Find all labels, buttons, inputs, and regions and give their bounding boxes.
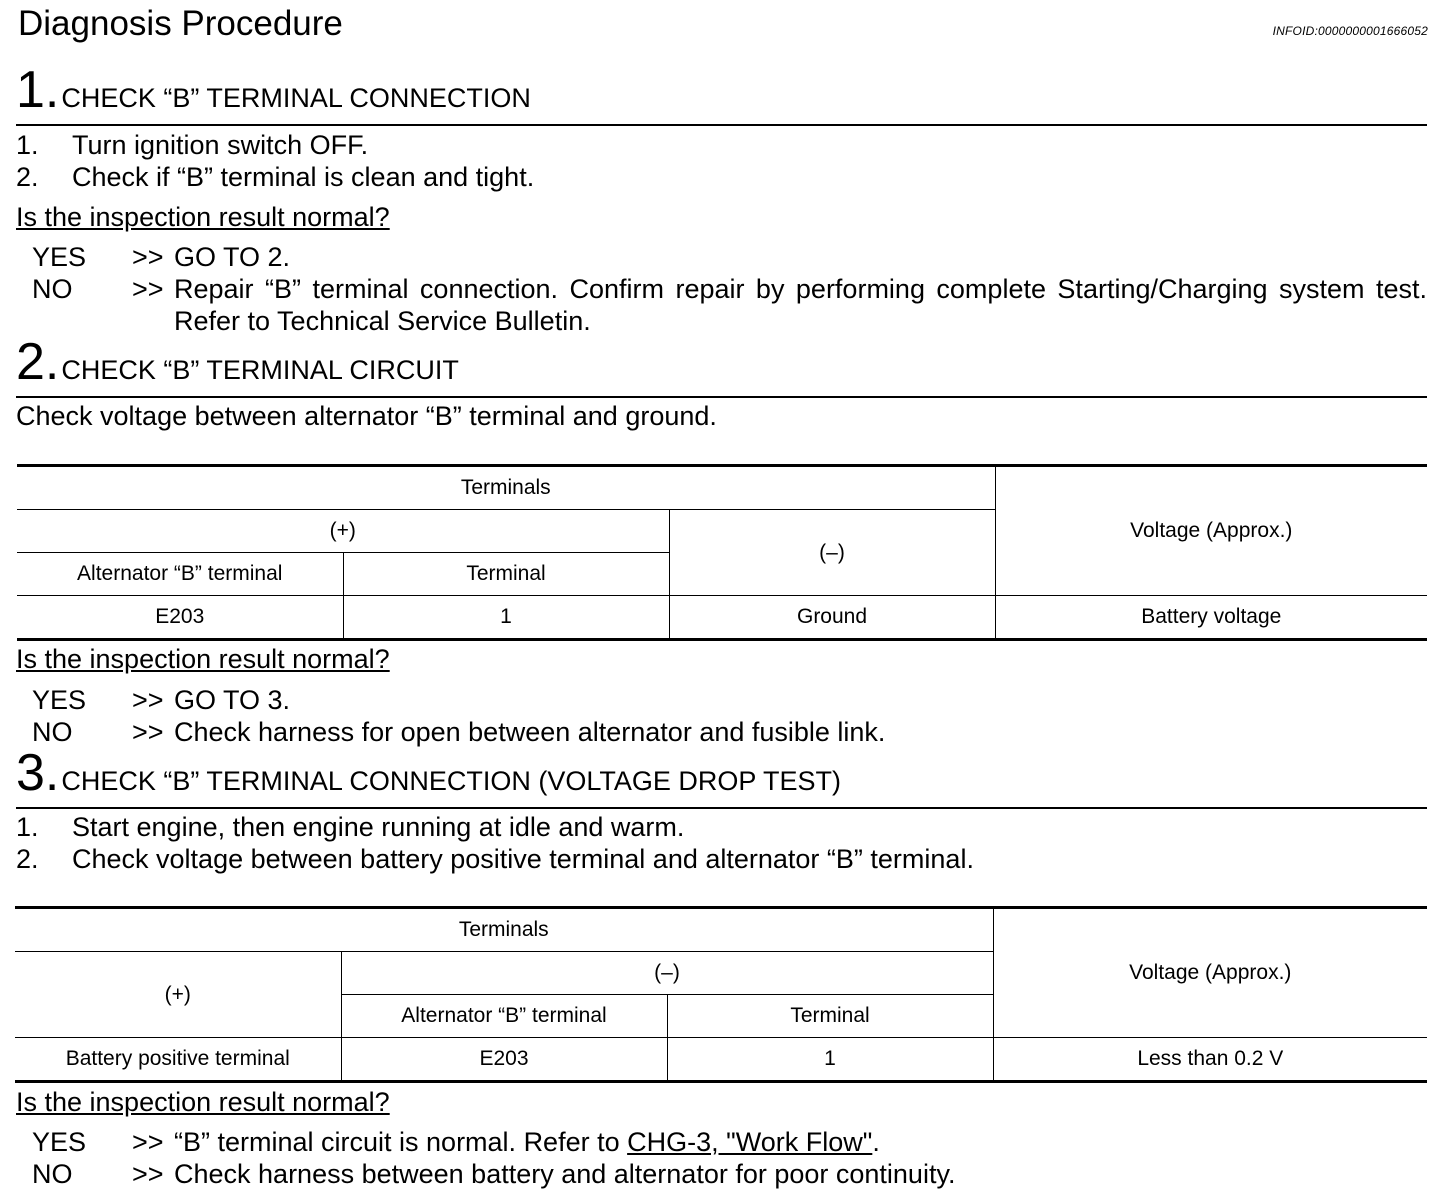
header-alternator-b-terminal: Alternator “B” terminal (341, 995, 667, 1038)
step-number: 3. (16, 744, 60, 802)
no-text: Check harness for open between alternator and fusible link. (174, 717, 886, 747)
instruction-item (16, 811, 684, 843)
yes-text (174, 1126, 1427, 1158)
voltage-drop-table (15, 906, 1427, 1083)
header-terminals: Terminals (17, 466, 995, 510)
step-title: CHECK “B” TERMINAL CONNECTION (VOLTAGE DROP TEST) (61, 766, 841, 796)
yes-label: YES (32, 242, 87, 272)
yes-text-before: “B” terminal circuit is normal. Refer to (174, 1127, 628, 1157)
step-title: CHECK “B” TERMINAL CONNECTION (61, 83, 531, 113)
terminal-voltage-table (17, 464, 1427, 641)
instruction-text: Start engine, then engine running at idle and warm. (72, 812, 685, 842)
instruction-text: Check voltage between battery positive terminal and alternator “B” terminal. (72, 844, 974, 874)
header-plus: (+) (15, 952, 341, 1038)
instruction-number: 1. (16, 812, 39, 842)
inspection-question: Is the inspection result normal? (16, 202, 390, 232)
instruction-item (16, 843, 974, 875)
work-flow-link[interactable]: CHG-3, "Work Flow" (627, 1127, 873, 1157)
step-1-heading (16, 61, 531, 119)
arrow-marker: >> (132, 242, 164, 272)
cell-minus: Ground (669, 596, 995, 640)
info-id: INFOID:0000000001666052 (1272, 24, 1428, 38)
header-voltage: Voltage (Approx.) (995, 466, 1427, 596)
instruction-number: 2. (16, 162, 39, 192)
step-divider (16, 396, 1427, 398)
step-number: 1. (16, 61, 60, 119)
no-text: Repair “B” terminal connection. Confirm repair by performing complete Starting/Charging system test. Refer to Technical Service Bulletin. (174, 274, 1427, 336)
table-row (17, 596, 1427, 640)
cell-connector: E203 (341, 1038, 667, 1082)
yes-text: GO TO 2. (174, 242, 291, 272)
step-divider (16, 124, 1427, 126)
cell-terminal: 1 (343, 596, 669, 640)
no-answer (32, 273, 1427, 337)
header-terminal: Terminal (667, 995, 993, 1038)
cell-voltage: Battery voltage (995, 596, 1427, 640)
no-answer (32, 716, 1427, 748)
header-minus: (–) (341, 952, 993, 995)
yes-text-after: . (872, 1127, 880, 1157)
yes-label: YES (32, 1127, 87, 1157)
header-terminals: Terminals (15, 908, 993, 952)
step-number: 2. (16, 333, 60, 391)
no-text: Check harness between battery and alternator for poor continuity. (174, 1159, 956, 1189)
arrow-marker: >> (132, 1159, 164, 1189)
step-title: CHECK “B” TERMINAL CIRCUIT (61, 355, 459, 385)
instruction-number: 2. (16, 844, 39, 874)
cell-terminal: 1 (667, 1038, 993, 1082)
inspection-question: Is the inspection result normal? (16, 1087, 390, 1117)
arrow-marker: >> (132, 685, 164, 715)
arrow-marker: >> (132, 717, 164, 747)
yes-answer (32, 1126, 1427, 1158)
header-minus: (–) (669, 510, 995, 596)
instruction-text: Check if “B” terminal is clean and tight. (72, 162, 535, 192)
cell-voltage: Less than 0.2 V (993, 1038, 1427, 1082)
yes-text: GO TO 3. (174, 685, 291, 715)
instruction-number: 1. (16, 130, 39, 160)
cell-plus: Battery positive terminal (15, 1038, 341, 1082)
instruction-text: Check voltage between alternator “B” terminal and ground. (16, 401, 717, 431)
yes-answer (32, 241, 1427, 273)
instruction-text: Turn ignition switch OFF. (72, 130, 369, 160)
header-voltage: Voltage (Approx.) (993, 908, 1427, 1038)
header-alternator-b-terminal: Alternator “B” terminal (17, 553, 343, 596)
cell-connector: E203 (17, 596, 343, 640)
no-answer (32, 1158, 1427, 1190)
yes-answer (32, 684, 1427, 716)
header-terminal: Terminal (343, 553, 669, 596)
instruction-item (16, 129, 368, 161)
step-2-heading (16, 333, 459, 391)
yes-label: YES (32, 685, 87, 715)
arrow-marker: >> (132, 274, 164, 304)
header-plus: (+) (17, 510, 669, 553)
no-label: NO (32, 717, 73, 747)
step-divider (16, 807, 1427, 809)
instruction-item (16, 161, 534, 193)
page-title: Diagnosis Procedure (18, 4, 343, 43)
no-label: NO (32, 1159, 73, 1189)
arrow-marker: >> (132, 1127, 164, 1157)
inspection-question: Is the inspection result normal? (16, 644, 390, 674)
table-row (15, 1038, 1427, 1082)
no-label: NO (32, 274, 73, 304)
step-3-heading (16, 744, 841, 802)
